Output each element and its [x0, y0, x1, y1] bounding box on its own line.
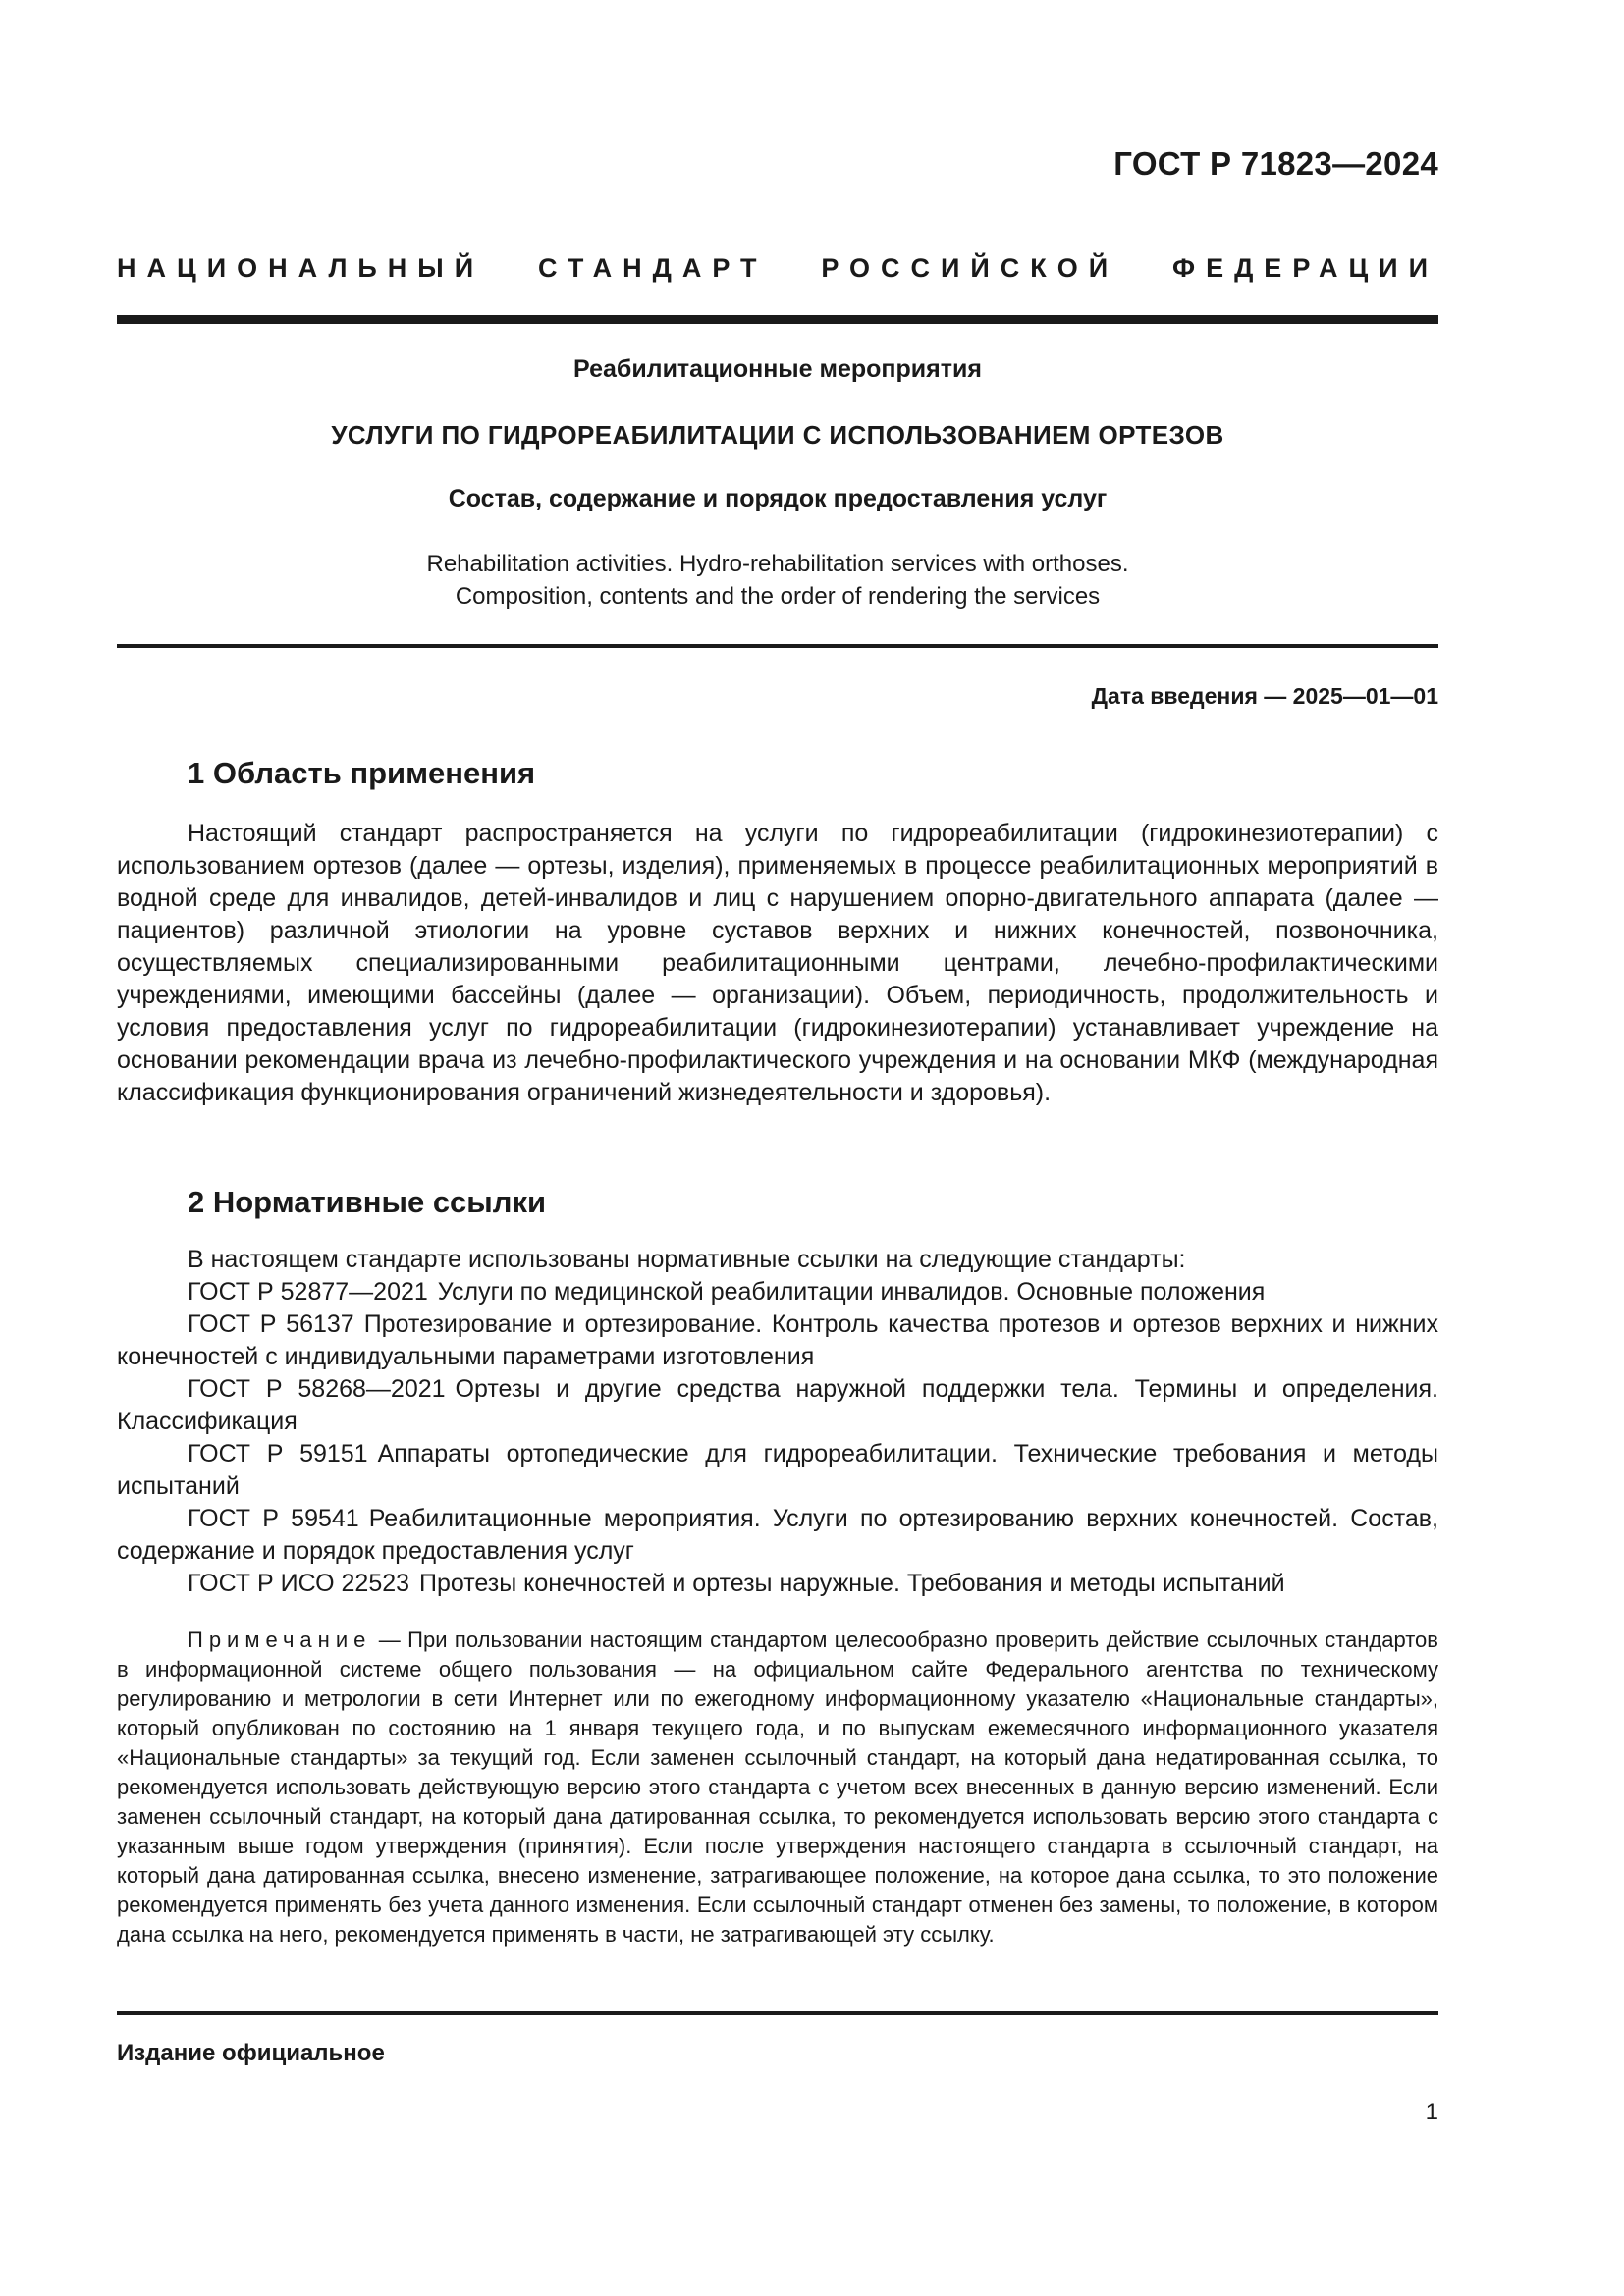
note-paragraph — [117, 1626, 1438, 1949]
reference-code: ГОСТ Р 58268—2021 — [188, 1375, 446, 1403]
note-label: Примечание — [188, 1628, 372, 1652]
header-divider — [117, 315, 1438, 324]
note-text: — При пользовании настоящим стандартом целесообразно проверить действие ссылочных стандартов в информационной системе общего пользования — на официальном сайте Федерального агентства по техническому регулированию и метрологии в сети Интернет или по ежегодному информационному указателю «Национальные стандарты», который опубликован по состоянию на 1 января текущего года, и по выпускам ежемесячного информационного указателя «Национальные стандарты» за текущий год. Если заменен ссылочный стандарт, на который дана недатированная ссылка, то рекомендуется использовать действующую версию этого стандарта с учетом всех внесенных в данную версию изменений. Если заменен ссылочный стандарт, на который дана датированная ссылка, то рекомендуется использовать версию этого стандарта с указанным выше годом утверждения (принятия). Если после утверждения настоящего стандарта в ссылочный стандарт, на который дана датированная ссылка, внесено изменение, затрагивающее положение, на которое дана ссылка, то это положение рекомендуется применять без учета данного изменения. Если ссылочный стандарт отменен без замены, то положение, в котором дана ссылка на него, рекомендуется применять в части, не затрагивающей эту ссылку. — [117, 1628, 1438, 1947]
reference-code: ГОСТ Р 59151 — [188, 1440, 368, 1468]
reference-code: ГОСТ Р ИСО 22523 — [188, 1570, 410, 1597]
reference-title: Ортезы и другие средства наружной поддержки тела. Термины и определения. Классификация — [117, 1375, 1438, 1435]
document-number: ГОСТ Р 71823—2024 — [1113, 145, 1438, 182]
title-category: Реабилитационные мероприятия — [573, 355, 982, 383]
references-list — [117, 1244, 1438, 1600]
national-standard-banner: НАЦИОНАЛЬНЫЙ СТАНДАРТ РОССИЙСКОЙ ФЕДЕРАЦИИ — [117, 253, 1438, 283]
references-intro: В настоящем стандарте использованы нормативные ссылки на следующие стандарты: — [188, 1246, 1186, 1273]
introduction-date: Дата введения — 2025—01—01 — [1091, 683, 1438, 709]
title-divider — [117, 644, 1438, 648]
page-number: 1 — [1425, 2099, 1438, 2125]
section-1-text: Настоящий стандарт распространяется на услуги по гидрореабилитации (гидрокинезиотерапии) с использованием ортезов (далее — ортезы, изделия), применяемых в процессе реабилитационных мероприятий в водной среде для инвалидов, детей-инвалидов и лиц с нарушением опорно-двигательного аппарата (далее — пациентов) различной этиологии на уровне суставов верхних и нижних конечностей, позвоночника, осуществляемых специализированными реабилитационными центрами, лечебно-профилактическими учреждениями, имеющими бассейны (далее — организации). Объем, периодичность, продолжительность и условия предоставления услуг по гидрореабилитации (гидрокинезиотерапии) устанавливает учреждение на основании рекомендации врача из лечебно-профилактического учреждения и на основании МКФ (международная классификация функционирования ограничений жизнедеятельности и здоровья). — [117, 820, 1438, 1106]
document-subtitle: Состав, содержание и порядок предоставления услуг — [448, 485, 1108, 512]
english-title-line-1: Rehabilitation activities. Hydro-rehabilitation services with orthoses. — [426, 551, 1129, 577]
reference-item — [117, 1568, 1438, 1600]
section-2-heading: 2 Нормативные ссылки — [188, 1185, 547, 1219]
english-title — [117, 548, 1438, 613]
edition-label: Издание официальное — [117, 2040, 385, 2066]
reference-code: ГОСТ Р 56137 — [188, 1310, 354, 1338]
reference-title: Протезирование и ортезирование. Контроль качества протезов и ортезов верхних и нижних конечностей с индивидуальными параметрами изготовления — [117, 1310, 1438, 1370]
reference-item — [117, 1308, 1438, 1373]
reference-code: ГОСТ Р 52877—2021 — [188, 1278, 428, 1306]
reference-title: Аппараты ортопедические для гидрореабилитации. Технические требования и методы испытаний — [117, 1440, 1438, 1500]
reference-item — [117, 1276, 1438, 1308]
reference-item — [117, 1438, 1438, 1503]
reference-title: Услуги по медицинской реабилитации инвалидов. Основные положения — [437, 1278, 1266, 1306]
section-1-heading: 1 Область применения — [188, 756, 536, 790]
document-title: УСЛУГИ ПО ГИДРОРЕАБИЛИТАЦИИ С ИСПОЛЬЗОВАНИЕМ ОРТЕЗОВ — [331, 420, 1224, 450]
reference-code: ГОСТ Р 59541 — [188, 1505, 359, 1532]
reference-title: Реабилитационные мероприятия. Услуги по ортезированию верхних конечностей. Состав, содержание и порядок предоставления услуг — [117, 1505, 1438, 1565]
reference-item — [117, 1373, 1438, 1438]
document-page — [117, 0, 1438, 2296]
reference-title: Протезы конечностей и ортезы наружные. Требования и методы испытаний — [419, 1570, 1285, 1597]
reference-item — [117, 1503, 1438, 1568]
footer-divider — [117, 2011, 1438, 2015]
english-title-line-2: Composition, contents and the order of rendering the services — [455, 583, 1101, 610]
